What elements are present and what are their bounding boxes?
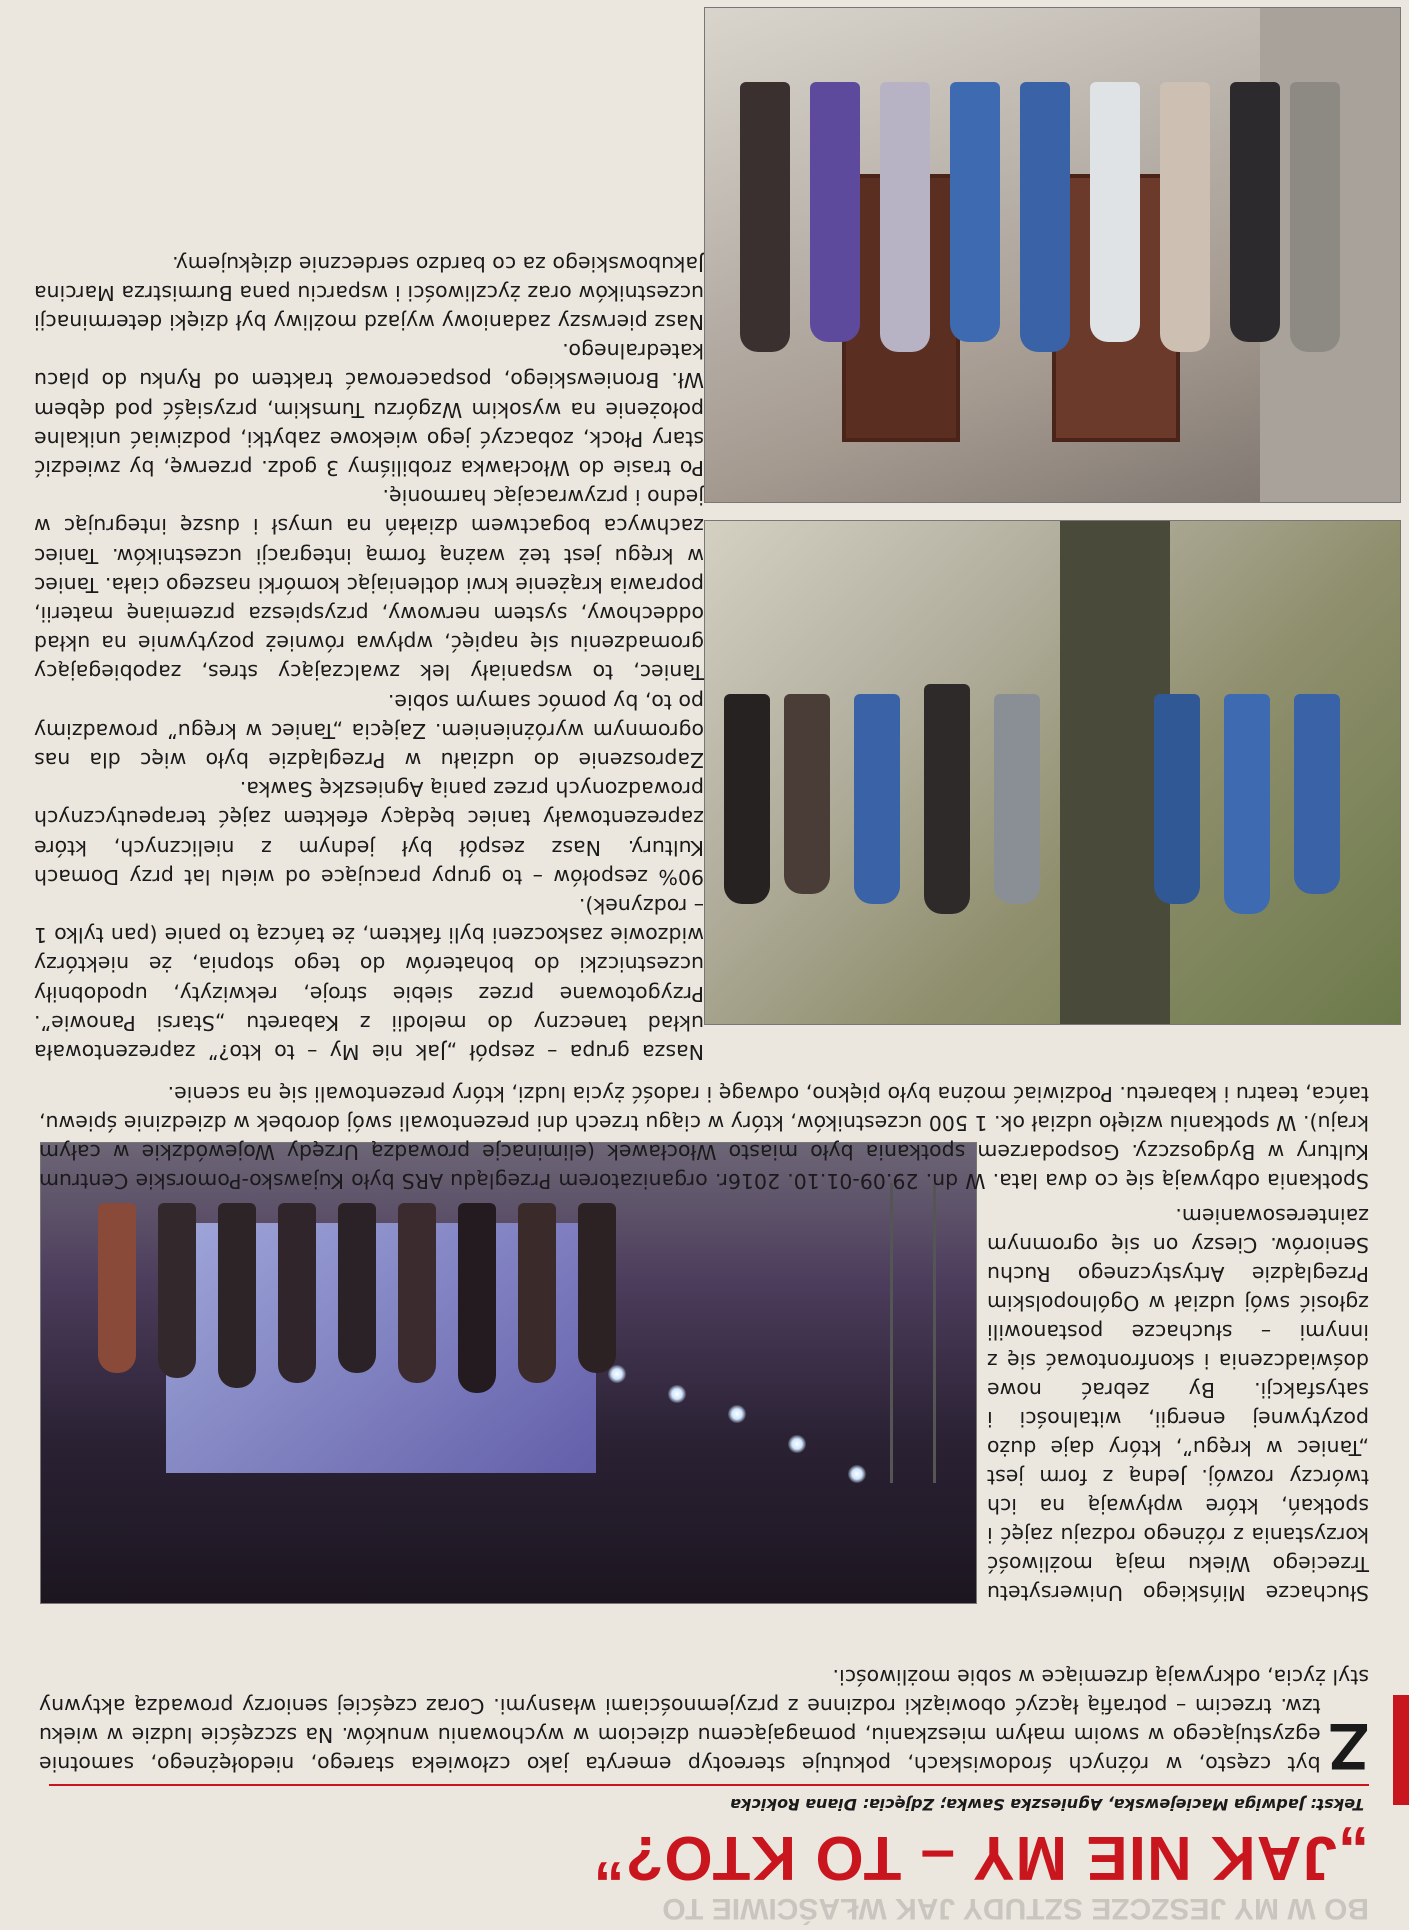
right-column [34, 248, 704, 1066]
park-group-photo [704, 520, 1401, 1025]
article-credits: Tekst: Jadwiga Maciejewska, Agnieszka Sawka; Zdjęcia: Diana Rokicka [730, 1795, 1364, 1814]
title-rule [49, 1784, 1369, 1786]
section-tab [1393, 1695, 1409, 1805]
church-group-photo [704, 7, 1401, 503]
drop-cap: Z [1328, 1710, 1369, 1784]
stage-performance-photo [40, 1142, 977, 1604]
wide-paragraph-block [39, 1079, 1369, 1195]
article-lead [39, 1662, 1369, 1784]
right-paragraph: Nasza grupa – zespół „Jak nie My – to kto?” zaprezentowała układ taneczny do melodii z Kabaretu „Starsi Panowie”. Przygotowane przez siebie stroje, rekwizyty, upodobniły uczestniczki do bohaterów do tego stopnia, że niektórzy widzowie zaskoczeni byli faktem, że tańczą to panie (pan tylko 1 – rodzynek). [34, 893, 704, 1064]
article-title: „JAK NIE MY – TO KTO?” [592, 1823, 1369, 1892]
right-paragraph: 90% zespołów – to grupy pracujące od wielu lat przy Domach Kultury. Nasz zespół był jednym z nielicznych, które zaprezentowały taniec będący efektem zajęć terapeutycznych prowadzonych przez panią Agnieszkę Sawka. [34, 777, 704, 889]
right-paragraph: Nasz pierwszy zadaniowy wyjazd możliwy był dzięki determinacji uczestników oraz życzliwości i wsparciu pana Burmistrza Marcina Jakubowskiego za co bardzo serdecznie dziękujemy. [34, 251, 704, 334]
left-column-paragraph: Słuchacze Mińskiego Uniwersytetu Trzeciego Wieku mają możliwość korzystania z różnego rodzaju zajęć i spotkań, które wpływają na ich twórczy rozwój. Jedną z form jest „Taniec w kręgu”, który daje dużo pozytywnej energii, witalności i satysfakcji. By zebrać nowe doświadczenia i skonfrontować się z innymi – słuchacze postanowili zgłosić swój udział w Ogólnopolskim Przeglądzie Artystycznego Ruchu Seniorów. Cieszy on się ogromnym zainteresowaniem. [987, 1204, 1369, 1605]
right-paragraph: Taniec, to wspaniały lek zwalczający stres, zapobiegający gromadzeniu się napięć, wpływa również pozytywnie na układ oddechowy, system nerwowy, przyspiesza przemianę materii, poprawia krążenie krwi dotleniając komórki naszego ciała. Taniec w kręgu jest też ważną formą integracji uczestników. Taniec zachwyca bogactwem działań na umysł i duszę integrując w jedno i przywracając harmonię. [34, 485, 704, 685]
left-column [987, 1201, 1369, 1607]
stage-truss [890, 1183, 936, 1483]
lead-paragraph: byt często, w różnych środowiskach, pokutuje stereotyp emeryta jako człowieka starego, niedołężnego, samotnie egzystującego w swoim małym mieszkaniu, pomagającemu dzieciom w wychowaniu wnuków. Na szczęście ludzie w wieku tzw. trzecim – potrafią łączyć obowiązki rodzinne z przyjemnościami własnymi. Coraz częściej seniorzy prowadzą aktywny styl życia, odkrywają drzemiące w sobie możliwości. [39, 1665, 1369, 1776]
right-paragraph: Po trasie do Włocławka zrobiliśmy 3 godz. przerwę, by zwiedzić stary Płock, zobaczyć jego wiekowe zabytki, podziwiać unikalne położenie na wysokim Wzgórzu Tumskim, przysiąść pod dębem Wł. Broniewskiego, pospacerować traktem od Rynku do placu katedralnego. [34, 339, 704, 480]
wide-paragraph: Spotkania odbywają się co dwa lata. W dn. 29.09-01.10. 2016r. organizatorem Przeglądu ARS było Kujawsko-Pomorskie Centrum Kultury w Bydgoszczy. Gospodarzem spotkania było miasto Włocławek (eliminacje prowadzą Urzędy Wojewódzkie w całym kraju). W spotkaniu wzięło udział ok. 1 500 uczestników, który w ciągu trzech dni prezentowali swój dorobek w dziedzinie śpiewu, tańca, teatru i kabaretu. Podziwiać można było piękno, odwagę i radość życia ludzi, który prezentowali się na scenie. [39, 1082, 1369, 1193]
right-paragraph: Zaproszenie do udziału w Przeglądzie było więc dla nas ogromnym wyróżnieniem. Zajęcia „Taniec w kręgu” prowadzimy po to, by pomóc samym sobie. [34, 689, 704, 772]
bleed-through-text: BO W MY JESZCZE SZTUDY JAK WŁAŚCIWIE TO [662, 1892, 1369, 1925]
